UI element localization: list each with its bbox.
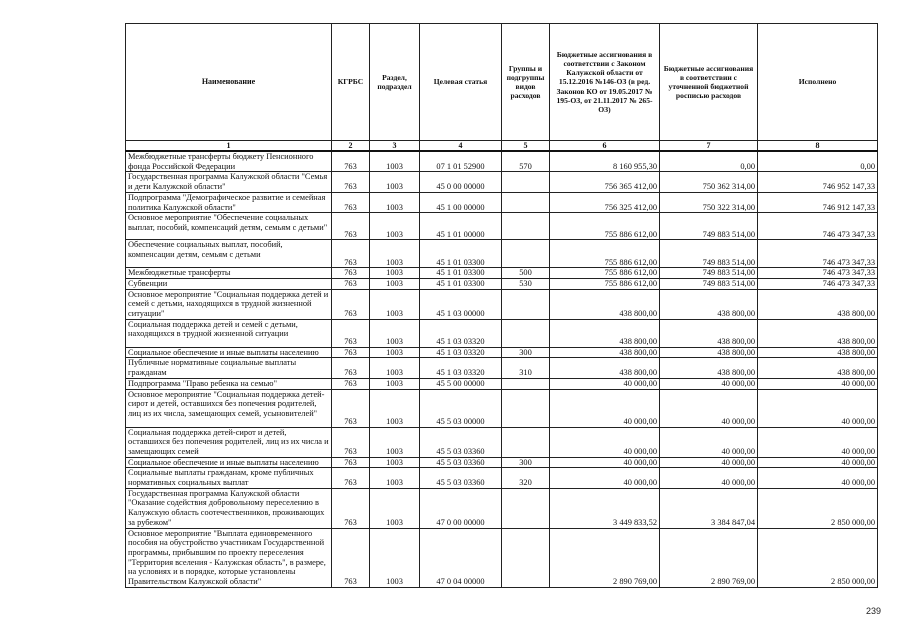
row-law-amount: 755 886 612,00 <box>550 240 660 268</box>
row-kgrbs: 763 <box>332 172 370 192</box>
row-refined-amount: 749 883 514,00 <box>660 268 758 279</box>
table-row <box>126 151 878 172</box>
row-expense-group <box>502 319 550 347</box>
row-expense-group <box>502 172 550 192</box>
budget-table <box>125 23 878 588</box>
table-row <box>126 172 878 192</box>
row-executed-amount: 746 473 347,33 <box>758 268 878 279</box>
table-row <box>126 240 878 268</box>
column-number: 4 <box>420 141 502 152</box>
row-executed-amount: 40 000,00 <box>758 457 878 468</box>
row-name: Социальное обеспечение и иные выплаты населению <box>126 457 332 468</box>
table-row <box>126 213 878 240</box>
row-refined-amount: 40 000,00 <box>660 427 758 457</box>
row-name: Основное мероприятие "Социальная поддержка детей-сирот и детей, оставшихся без попечения родителей, лиц из их числа, замещающих семей, усыновителей" <box>126 389 332 427</box>
row-section: 1003 <box>370 528 420 587</box>
row-expense-group: 300 <box>502 347 550 358</box>
header-row <box>126 24 878 141</box>
table-row <box>126 457 878 468</box>
row-kgrbs: 763 <box>332 427 370 457</box>
row-kgrbs: 763 <box>332 213 370 240</box>
row-refined-amount: 40 000,00 <box>660 457 758 468</box>
row-target-article: 45 1 03 00000 <box>420 289 502 319</box>
row-refined-amount: 749 883 514,00 <box>660 240 758 268</box>
row-target-article: 45 1 01 03300 <box>420 278 502 289</box>
row-expense-group: 530 <box>502 278 550 289</box>
row-section: 1003 <box>370 427 420 457</box>
row-target-article: 45 1 03 03320 <box>420 358 502 378</box>
row-section: 1003 <box>370 172 420 192</box>
row-kgrbs: 763 <box>332 358 370 378</box>
row-refined-amount: 40 000,00 <box>660 389 758 427</box>
header-groups: Группы и подгруппы видов расходов <box>502 24 550 141</box>
row-refined-amount: 438 800,00 <box>660 319 758 347</box>
row-kgrbs: 763 <box>332 151 370 172</box>
row-expense-group <box>502 240 550 268</box>
row-refined-amount: 40 000,00 <box>660 378 758 389</box>
row-executed-amount: 40 000,00 <box>758 468 878 488</box>
row-refined-amount: 749 883 514,00 <box>660 213 758 240</box>
row-expense-group: 320 <box>502 468 550 488</box>
header-name: Наименование <box>126 24 332 141</box>
header-target: Целевая статья <box>420 24 502 141</box>
row-executed-amount: 438 800,00 <box>758 347 878 358</box>
row-law-amount: 756 365 412,00 <box>550 172 660 192</box>
row-section: 1003 <box>370 240 420 268</box>
row-expense-group <box>502 213 550 240</box>
column-number: 5 <box>502 141 550 152</box>
table-row <box>126 488 878 528</box>
row-name: Основное мероприятие "Обеспечение социальных выплат, пособий, компенсаций детям, семьям с детьми" <box>126 213 332 240</box>
row-refined-amount: 749 883 514,00 <box>660 278 758 289</box>
row-law-amount: 755 886 612,00 <box>550 213 660 240</box>
row-executed-amount: 40 000,00 <box>758 378 878 389</box>
row-law-amount: 40 000,00 <box>550 427 660 457</box>
column-number: 8 <box>758 141 878 152</box>
row-expense-group: 300 <box>502 457 550 468</box>
row-kgrbs: 763 <box>332 319 370 347</box>
row-target-article: 45 1 00 00000 <box>420 192 502 212</box>
row-section: 1003 <box>370 358 420 378</box>
row-kgrbs: 763 <box>332 488 370 528</box>
table-row <box>126 358 878 378</box>
row-name: Подпрограмма "Демографическое развитие и семейная политика Калужской области" <box>126 192 332 212</box>
row-name: Социальная поддержка детей и семей с детьми, находящихся в трудной жизненной ситуации <box>126 319 332 347</box>
row-expense-group: 500 <box>502 268 550 279</box>
row-expense-group <box>502 488 550 528</box>
table-row <box>126 278 878 289</box>
header-section: Раздел, подраздел <box>370 24 420 141</box>
row-target-article: 45 1 03 03320 <box>420 347 502 358</box>
row-name: Социальное обеспечение и иные выплаты населению <box>126 347 332 358</box>
row-name: Обеспечение социальных выплат, пособий, компенсации детям, семьям с детьми <box>126 240 332 268</box>
table-row <box>126 378 878 389</box>
row-refined-amount: 438 800,00 <box>660 358 758 378</box>
row-target-article: 45 5 03 03360 <box>420 457 502 468</box>
row-expense-group <box>502 378 550 389</box>
row-kgrbs: 763 <box>332 389 370 427</box>
row-executed-amount: 438 800,00 <box>758 358 878 378</box>
row-target-article: 45 0 00 00000 <box>420 172 502 192</box>
row-law-amount: 40 000,00 <box>550 468 660 488</box>
table-row <box>126 389 878 427</box>
row-law-amount: 438 800,00 <box>550 358 660 378</box>
row-refined-amount: 2 890 769,00 <box>660 528 758 587</box>
row-name: Межбюджетные трансферты бюджету Пенсионного фонда Российской Федерации <box>126 151 332 172</box>
row-executed-amount: 746 473 347,33 <box>758 213 878 240</box>
row-section: 1003 <box>370 347 420 358</box>
row-executed-amount: 2 850 000,00 <box>758 488 878 528</box>
row-law-amount: 438 800,00 <box>550 347 660 358</box>
row-target-article: 47 0 04 00000 <box>420 528 502 587</box>
table-body <box>126 151 878 587</box>
column-number: 1 <box>126 141 332 152</box>
column-number: 2 <box>332 141 370 152</box>
row-name: Государственная программа Калужской области "Семья и дети Калужской области" <box>126 172 332 192</box>
row-section: 1003 <box>370 192 420 212</box>
row-law-amount: 755 886 612,00 <box>550 278 660 289</box>
row-executed-amount: 746 952 147,33 <box>758 172 878 192</box>
row-refined-amount: 750 322 314,00 <box>660 192 758 212</box>
row-law-amount: 438 800,00 <box>550 319 660 347</box>
row-law-amount: 3 449 833,52 <box>550 488 660 528</box>
row-executed-amount: 746 912 147,33 <box>758 192 878 212</box>
row-section: 1003 <box>370 289 420 319</box>
row-kgrbs: 763 <box>332 528 370 587</box>
row-section: 1003 <box>370 213 420 240</box>
row-refined-amount: 40 000,00 <box>660 468 758 488</box>
row-executed-amount: 438 800,00 <box>758 289 878 319</box>
row-law-amount: 40 000,00 <box>550 389 660 427</box>
row-expense-group: 570 <box>502 151 550 172</box>
row-law-amount: 40 000,00 <box>550 378 660 389</box>
row-name: Социальные выплаты гражданам, кроме публичных нормативных социальных выплат <box>126 468 332 488</box>
row-name: Основное мероприятие "Социальная поддержка детей и семей с детьми, находящихся в трудной жизненной ситуации" <box>126 289 332 319</box>
table-row <box>126 468 878 488</box>
table-row <box>126 319 878 347</box>
row-executed-amount: 438 800,00 <box>758 319 878 347</box>
row-refined-amount: 3 384 847,04 <box>660 488 758 528</box>
table-row <box>126 192 878 212</box>
row-section: 1003 <box>370 468 420 488</box>
row-expense-group: 310 <box>502 358 550 378</box>
row-target-article: 45 1 03 03320 <box>420 319 502 347</box>
row-name: Межбюджетные трансферты <box>126 268 332 279</box>
row-section: 1003 <box>370 268 420 279</box>
row-kgrbs: 763 <box>332 457 370 468</box>
row-target-article: 45 5 00 00000 <box>420 378 502 389</box>
row-section: 1003 <box>370 151 420 172</box>
table-row <box>126 289 878 319</box>
header-law-appropriations: Бюджетные ассигнования в соответствии с Законом Калужской области от 15.12.2016 №146-ОЗ (в ред. Законов КО от 19.05.2017 № 195-ОЗ, от 21.11.2017 № 265-ОЗ) <box>550 24 660 141</box>
table-row <box>126 347 878 358</box>
table-row <box>126 427 878 457</box>
row-section: 1003 <box>370 378 420 389</box>
column-number: 6 <box>550 141 660 152</box>
row-target-article: 45 1 01 03300 <box>420 268 502 279</box>
row-target-article: 45 5 03 00000 <box>420 389 502 427</box>
column-number: 3 <box>370 141 420 152</box>
row-expense-group <box>502 289 550 319</box>
row-target-article: 47 0 00 00000 <box>420 488 502 528</box>
column-number-row <box>126 141 878 152</box>
row-refined-amount: 438 800,00 <box>660 347 758 358</box>
row-section: 1003 <box>370 389 420 427</box>
row-law-amount: 755 886 612,00 <box>550 268 660 279</box>
row-target-article: 45 1 01 00000 <box>420 213 502 240</box>
row-target-article: 45 1 01 03300 <box>420 240 502 268</box>
row-name: Публичные нормативные социальные выплаты гражданам <box>126 358 332 378</box>
row-name: Подпрограмма "Право ребенка на семью" <box>126 378 332 389</box>
row-kgrbs: 763 <box>332 289 370 319</box>
row-executed-amount: 0,00 <box>758 151 878 172</box>
row-executed-amount: 40 000,00 <box>758 427 878 457</box>
row-law-amount: 8 160 955,30 <box>550 151 660 172</box>
row-name: Основное мероприятие "Выплата единовременного пособия на обустройство участникам Государственной программы, прибывшим по проекту переселения "Территория вселения - Калужская область", в размере, на условиях и в порядке, которые установлены Правительством Калужской области" <box>126 528 332 587</box>
row-executed-amount: 746 473 347,33 <box>758 240 878 268</box>
row-kgrbs: 763 <box>332 378 370 389</box>
row-executed-amount: 2 850 000,00 <box>758 528 878 587</box>
row-section: 1003 <box>370 278 420 289</box>
row-name: Социальная поддержка детей-сирот и детей, оставшихся без попечения родителей, лиц из их числа и замещающих семей <box>126 427 332 457</box>
row-refined-amount: 750 362 314,00 <box>660 172 758 192</box>
table-row <box>126 528 878 587</box>
row-executed-amount: 746 473 347,33 <box>758 278 878 289</box>
table-row <box>126 268 878 279</box>
row-kgrbs: 763 <box>332 278 370 289</box>
row-expense-group <box>502 192 550 212</box>
row-kgrbs: 763 <box>332 268 370 279</box>
row-section: 1003 <box>370 319 420 347</box>
row-kgrbs: 763 <box>332 347 370 358</box>
page-number: 239 <box>866 606 882 616</box>
row-expense-group <box>502 528 550 587</box>
row-target-article: 45 5 03 03360 <box>420 427 502 457</box>
row-executed-amount: 40 000,00 <box>758 389 878 427</box>
row-target-article: 45 5 03 03360 <box>420 468 502 488</box>
row-section: 1003 <box>370 488 420 528</box>
row-law-amount: 2 890 769,00 <box>550 528 660 587</box>
column-number: 7 <box>660 141 758 152</box>
row-name: Государственная программа Калужской области "Оказание содействия добровольному переселению в Калужскую область соотечественников, проживающих за рубежом" <box>126 488 332 528</box>
row-kgrbs: 763 <box>332 240 370 268</box>
row-kgrbs: 763 <box>332 192 370 212</box>
row-expense-group <box>502 389 550 427</box>
row-refined-amount: 0,00 <box>660 151 758 172</box>
row-section: 1003 <box>370 457 420 468</box>
header-refined-appropriations: Бюджетные ассигнования в соответствии с уточненной бюджетной росписью расходов <box>660 24 758 141</box>
row-refined-amount: 438 800,00 <box>660 289 758 319</box>
row-law-amount: 438 800,00 <box>550 289 660 319</box>
row-kgrbs: 763 <box>332 468 370 488</box>
row-law-amount: 756 325 412,00 <box>550 192 660 212</box>
header-execution: Исполнено <box>758 24 878 141</box>
row-expense-group <box>502 427 550 457</box>
row-target-article: 07 1 01 52900 <box>420 151 502 172</box>
row-law-amount: 40 000,00 <box>550 457 660 468</box>
header-kgrbs: КГРБС <box>332 24 370 141</box>
row-name: Субвенции <box>126 278 332 289</box>
